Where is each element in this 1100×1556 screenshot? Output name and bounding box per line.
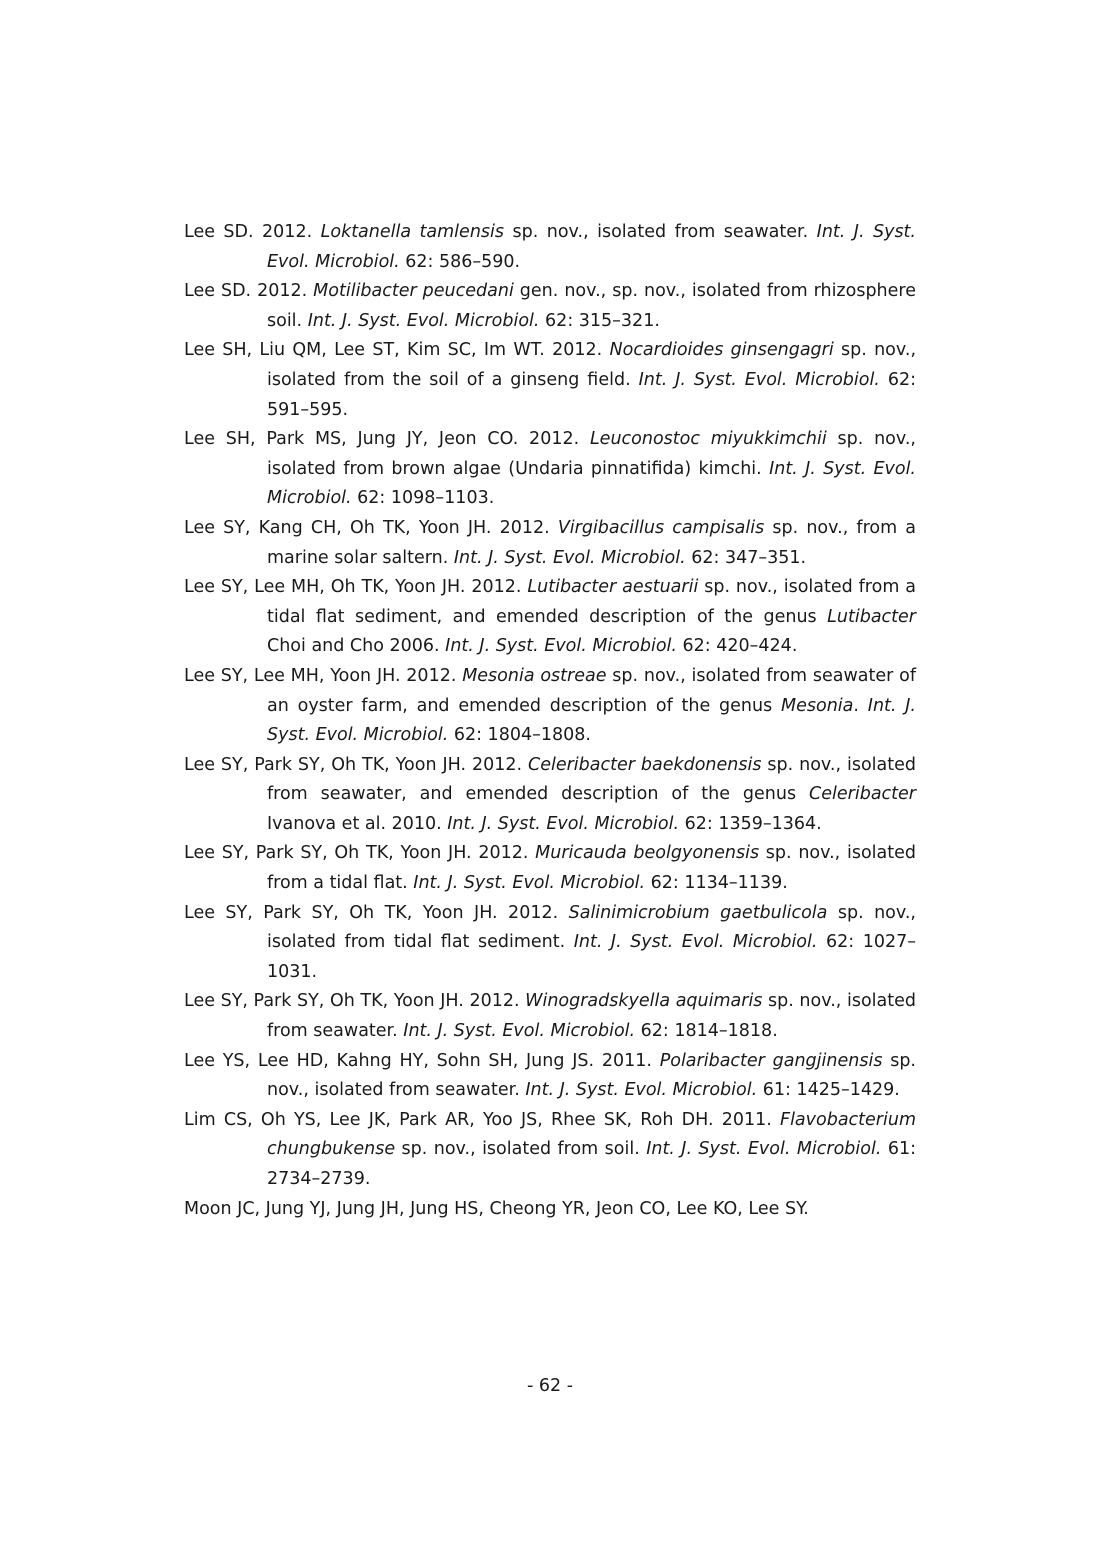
reference-entry bbox=[184, 987, 916, 1046]
reference-entry bbox=[184, 662, 916, 751]
reference-italic-text: Int. J. Syst. Evol. Microbiol. bbox=[453, 547, 686, 568]
reference-italic-text: Int. J. Syst. Evol. Microbiol. bbox=[638, 369, 880, 390]
reference-entry bbox=[184, 1106, 916, 1195]
reference-italic-text: Int. J. Syst. Evol. Microbiol. bbox=[307, 310, 540, 331]
reference-text: 61: 1425–1429. bbox=[757, 1080, 900, 1101]
reference-entry bbox=[184, 1047, 916, 1106]
reference-entry bbox=[184, 218, 916, 277]
reference-text: Lee SH, Park MS, Jung JY, Jeon CO. 2012. bbox=[184, 429, 590, 450]
reference-italic-text: Int. J. Syst. Evol. Microbiol. bbox=[525, 1080, 758, 1101]
reference-text: sp. nov., isolated from seawater. bbox=[267, 1050, 916, 1101]
reference-text: sp. nov., isolated from a tidal flat. bbox=[267, 843, 916, 894]
reference-italic-text: Nocardioides ginsengagri bbox=[609, 340, 834, 361]
reference-text: 62: 1804–1808. bbox=[448, 725, 591, 746]
reference-italic-text: Celeribacter bbox=[809, 784, 916, 805]
reference-text: Lee SH, Liu QM, Lee ST, Kim SC, Im WT. 2012. bbox=[184, 340, 610, 361]
reference-text: sp. nov., isolated from brown algae (Undaria pinnatifida) kimchi. bbox=[267, 429, 916, 479]
reference-text: Lee SY, Park SY, Oh TK, Yoon JH. 2012. bbox=[184, 754, 528, 775]
reference-entry bbox=[184, 336, 916, 425]
reference-italic-text: Int. J. Syst. Evol. Microbiol. bbox=[445, 636, 677, 657]
reference-text: sp. nov., isolated from a tidal flat sediment, and emended description of the genus bbox=[267, 577, 916, 627]
reference-italic-text: Winogradskyella aquimaris bbox=[525, 991, 763, 1012]
reference-text: Ivanova et al. 2010. bbox=[267, 813, 448, 834]
reference-text: 62: 347–351. bbox=[685, 547, 807, 568]
reference-text: sp. nov., isolated from seawater. bbox=[267, 991, 916, 1042]
reference-italic-text: Lutibacter aestuarii bbox=[527, 577, 699, 598]
reference-italic-text: Loktanella tamlensis bbox=[320, 222, 505, 242]
reference-entry bbox=[184, 514, 916, 573]
reference-text: Lee SD. 2012. bbox=[184, 222, 321, 242]
reference-italic-text: Mesonia ostreae bbox=[462, 665, 607, 686]
reference-italic-text: Int. J. Syst. Evol. Microbiol. bbox=[403, 1021, 636, 1042]
reference-entry bbox=[184, 839, 916, 898]
reference-text: Lim CS, Oh YS, Lee JK, Park AR, Yoo JS, Rhee SK, Roh DH. 2011. bbox=[184, 1109, 780, 1130]
reference-italic-text: Int. J. Syst. Evol. Microbiol. bbox=[267, 695, 916, 746]
reference-text: sp. nov., isolated from soil. bbox=[395, 1139, 647, 1160]
reference-text: Lee YS, Lee HD, Kahng HY, Sohn SH, Jung JS. 2011. bbox=[184, 1050, 660, 1071]
reference-entry bbox=[184, 277, 916, 336]
reference-italic-text: Salinimicrobium gaetbulicola bbox=[568, 902, 828, 923]
reference-italic-text: Virgibacillus campisalis bbox=[557, 517, 765, 538]
reference-italic-text: Celeribacter baekdonensis bbox=[528, 754, 762, 775]
reference-text: 62: 1027–1031. bbox=[267, 932, 917, 982]
reference-text: 62: 315–321. bbox=[539, 310, 660, 331]
reference-text: Lee SD. 2012. bbox=[184, 281, 314, 302]
reference-italic-text: Int. J. Syst. Evol. Microbiol. bbox=[267, 222, 916, 272]
reference-entry bbox=[184, 425, 916, 514]
reference-entry bbox=[184, 1195, 916, 1225]
reference-italic-text: Polaribacter gangjinensis bbox=[659, 1050, 883, 1071]
reference-italic-text: Mesonia bbox=[781, 695, 854, 716]
reference-text: Choi and Cho 2006. bbox=[267, 636, 446, 657]
reference-entry bbox=[184, 751, 916, 840]
reference-text: Moon JC, Jung YJ, Jung JH, Jung HS, Cheong YR, Jeon CO, Lee KO, Lee SY. bbox=[184, 1198, 809, 1219]
reference-text: 62: 420–424. bbox=[676, 636, 798, 657]
reference-italic-text: Int. J. Syst. Evol. Microbiol. bbox=[573, 932, 818, 953]
reference-text: 62: 591–595. bbox=[267, 369, 916, 420]
reference-text: gen. nov., sp. nov., isolated from rhizosphere soil. bbox=[267, 281, 916, 331]
reference-italic-text: Int. J. Syst. Evol. Microbiol. bbox=[447, 813, 680, 834]
reference-text: Lee SY, Park SY, Oh TK, Yoon JH. 2012. bbox=[184, 843, 536, 864]
reference-italic-text: Leuconostoc miyukkimchii bbox=[589, 429, 827, 450]
reference-text: . bbox=[853, 695, 868, 716]
reference-text: sp. nov., isolated from seawater, and emended description of the genus bbox=[267, 754, 916, 805]
reference-text: sp. nov., isolated from seawater. bbox=[504, 222, 817, 242]
reference-list bbox=[184, 218, 916, 1224]
reference-text: Lee SY, Park SY, Oh TK, Yoon JH. 2012. bbox=[184, 902, 569, 923]
reference-italic-text: Lutibacter bbox=[827, 606, 916, 627]
reference-text: Lee SY, Lee MH, Yoon JH. 2012. bbox=[184, 665, 463, 686]
reference-text: sp. nov., isolated from the soil of a ginseng field. bbox=[267, 340, 917, 390]
reference-text: 62: 1134–1139. bbox=[645, 873, 788, 894]
reference-entry bbox=[184, 899, 916, 988]
reference-text: 61: 2734–2739. bbox=[267, 1139, 917, 1189]
reference-text: sp. nov., isolated from seawater of an oyster farm, and emended description of the genus bbox=[267, 665, 916, 716]
reference-text: 62: 1359–1364. bbox=[679, 813, 822, 834]
reference-italic-text: Flavobacterium chungbukense bbox=[267, 1109, 916, 1160]
reference-text: Lee SY, Kang CH, Oh TK, Yoon JH. 2012. bbox=[184, 517, 558, 538]
page-number: - 62 - bbox=[526, 1376, 574, 1396]
reference-text: sp. nov., from a marine solar saltern. bbox=[267, 517, 917, 568]
reference-italic-text: Muricauda beolgyonensis bbox=[535, 843, 760, 864]
reference-text: Lee SY, Park SY, Oh TK, Yoon JH. 2012. bbox=[184, 991, 526, 1012]
reference-text: 62: 1098–1103. bbox=[351, 488, 495, 509]
reference-italic-text: Motilibacter peucedani bbox=[313, 281, 514, 302]
reference-text: 62: 1814–1818. bbox=[635, 1021, 778, 1042]
reference-italic-text: Int. J. Syst. Evol. Microbiol. bbox=[413, 873, 646, 894]
reference-italic-text: Int. J. Syst. Evol. Microbiol. bbox=[267, 458, 916, 509]
reference-entry bbox=[184, 573, 916, 662]
reference-text: sp. nov., isolated from tidal flat sediment. bbox=[267, 902, 916, 953]
reference-text: Lee SY, Lee MH, Oh TK, Yoon JH. 2012. bbox=[184, 577, 528, 598]
reference-italic-text: Int. J. Syst. Evol. Microbiol. bbox=[646, 1139, 882, 1160]
reference-text: 62: 586–590. bbox=[399, 251, 521, 272]
